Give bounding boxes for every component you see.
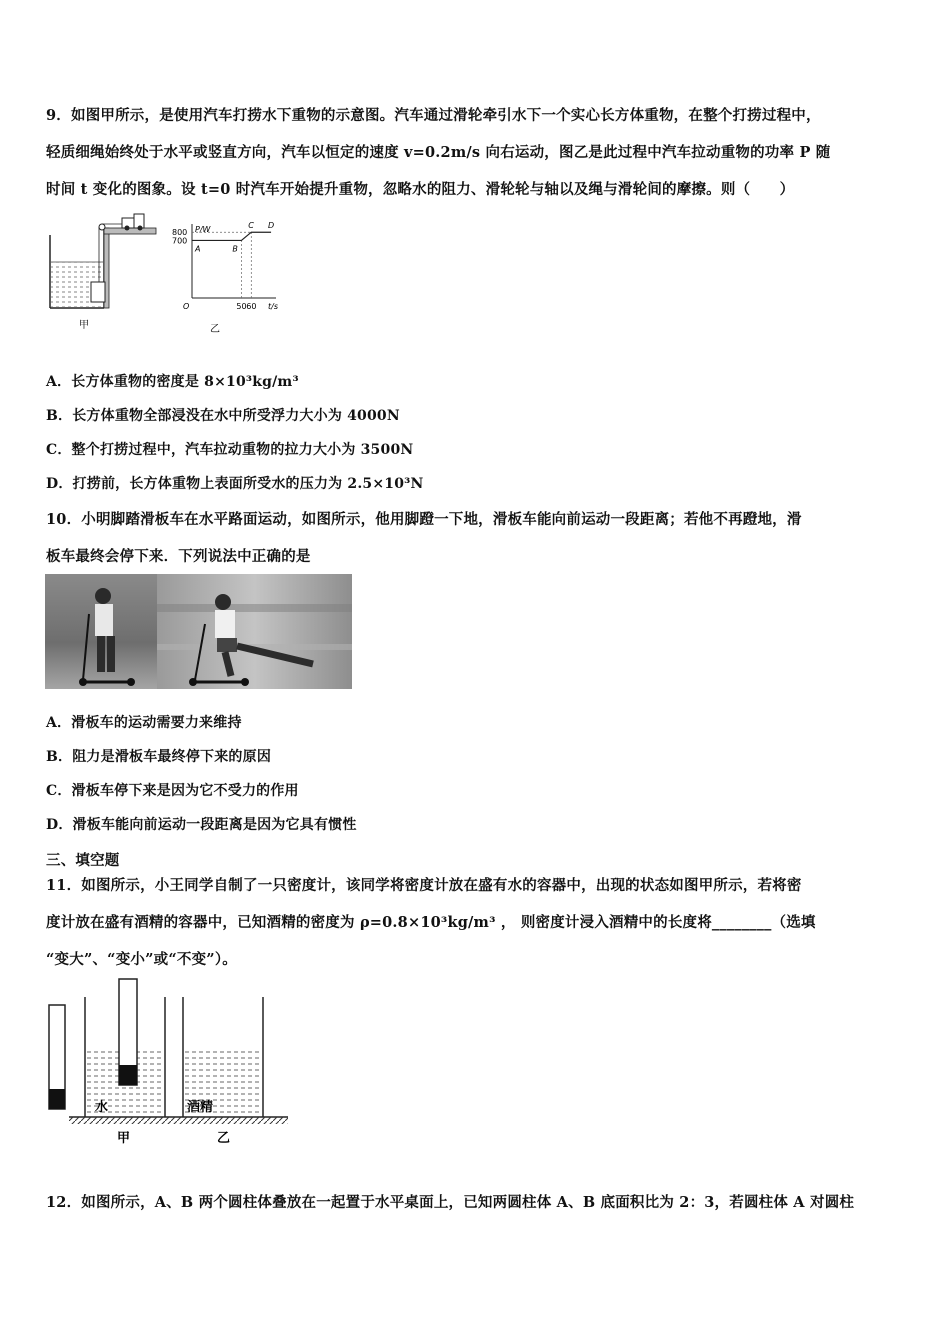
label-yi: 乙	[217, 1131, 231, 1146]
chart-point-B: B	[232, 244, 238, 254]
q9-text-line-3: 时间 t 变化的图象。设 t=0 时汽车开始提升重物，忽略水的阻力、滑轮轮与轴以及绳与滑轮间的摩擦。则（ ）	[46, 181, 795, 198]
figure-yi-power-chart	[168, 220, 288, 335]
hydrometer-figure	[45, 977, 288, 1154]
chart-x-tick-60: 60	[246, 302, 257, 311]
q9-option-a[interactable]: A．长方体重物的密度是 8×10³kg/m³	[46, 374, 299, 390]
chart-point-D: D	[268, 221, 275, 231]
chart-point-A: A	[195, 244, 201, 254]
q10-text-line-1: 10．小明脚踏滑板车在水平路面运动，如图所示，他用脚蹬一下地，滑板车能向前运动一段距离；若他不再蹬地，滑	[46, 511, 802, 528]
chart-y-tick-700: 700	[172, 236, 188, 246]
section-title: 三、填空题	[46, 852, 120, 869]
scooter-photo	[45, 574, 352, 689]
q9-option-b[interactable]: B．长方体重物全部浸没在水中所受浮力大小为 4000N	[46, 408, 400, 424]
q9-text-line-2: 轻质细绳始终处于水平或竖直方向，汽车以恒定的速度 v=0.2m/s 向右运动，图乙是此过程中汽车拉动重物的功率 P 随	[46, 144, 831, 161]
q9-text-line-1: 9．如图甲所示，是使用汽车打捞水下重物的示意图。汽车通过滑轮牵引水下一个实心长方体重物，在整个打捞过程中，	[46, 107, 821, 124]
q11-text-line-2: 度计放在盛有酒精的容器中，已知酒精的密度为 ρ=0.8×10³kg/m³ ， 则密度计浸入酒精中的长度将________（选填	[46, 914, 816, 931]
q9-option-c[interactable]: C．整个打捞过程中，汽车拉动重物的拉力大小为 3500N	[46, 442, 414, 458]
q11-text-line-3: “变大”、“变小”或“不变”）。	[46, 951, 237, 968]
q12-text-line-1: 12．如图所示，A、B 两个圆柱体叠放在一起置于水平桌面上，已知两圆柱体 A、B 底面积比为 2：3，若圆柱体 A 对圆柱	[46, 1194, 855, 1211]
figure-jia-truck-diagram	[44, 210, 160, 335]
q10-text-line-2: 板车最终会停下来．下列说法中正确的是	[46, 548, 311, 565]
label-jia: 甲	[117, 1131, 131, 1146]
label-water: 水	[95, 1100, 109, 1115]
chart-y-tick-800: 800	[172, 228, 188, 238]
chart-point-C: C	[248, 221, 254, 231]
chart-x-tick-50: 50	[236, 302, 247, 311]
figure-yi-label: 乙	[210, 324, 220, 335]
label-alcohol: 酒精	[187, 1100, 214, 1115]
chart-x-label: t/s	[268, 302, 278, 311]
chart-y-label: P/W	[195, 225, 211, 234]
q10-option-a[interactable]: A．滑板车的运动需要力来维持	[46, 715, 242, 731]
chart-origin-label: O	[183, 302, 190, 311]
q10-option-b[interactable]: B．阻力是滑板车最终停下来的原因	[46, 749, 272, 765]
q10-option-d[interactable]: D．滑板车能向前运动一段距离是因为它具有惯性	[46, 817, 357, 833]
figure-jia-label: 甲	[79, 320, 89, 331]
q9-option-d[interactable]: D．打捞前，长方体重物上表面所受水的压力为 2.5×10³N	[46, 476, 424, 492]
q10-option-c[interactable]: C．滑板车停下来是因为它不受力的作用	[46, 783, 299, 799]
q11-text-line-1: 11．如图所示，小王同学自制了一只密度计，该同学将密度计放在盛有水的容器中，出现的状态如图甲所示，若将密	[46, 877, 802, 894]
